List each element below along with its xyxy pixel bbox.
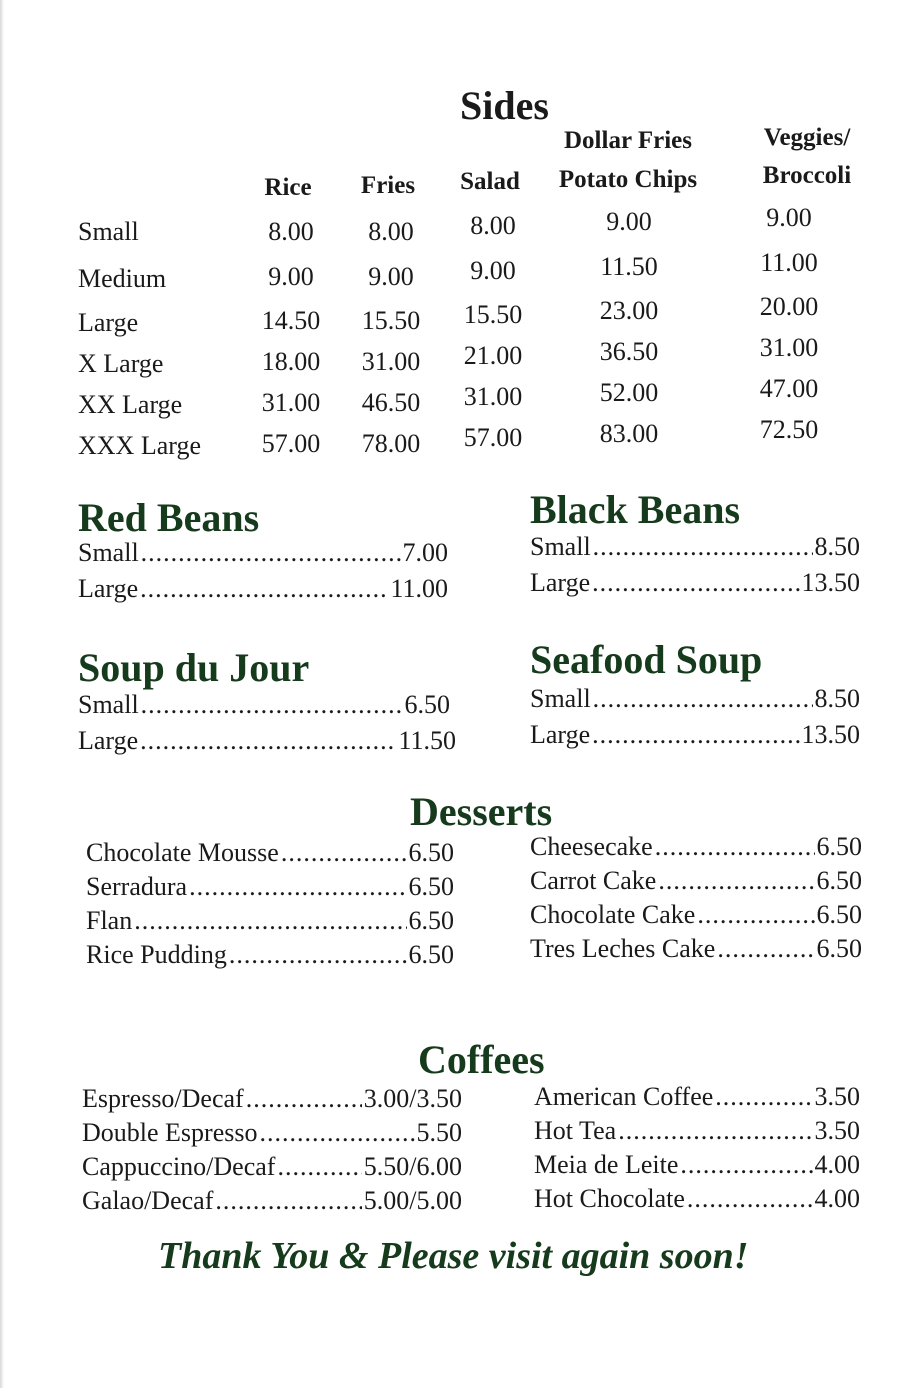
table-cell: 72.50 (759, 415, 819, 444)
page-edge-shadow (0, 0, 4, 1388)
list-item (86, 906, 454, 936)
table-cell: 31.00 (759, 333, 819, 362)
list-item (78, 690, 450, 720)
item-name: Tres Leches Cake (530, 934, 716, 963)
item-price: 3.00/3.50 (363, 1084, 462, 1113)
table-cell: 57.00 (463, 423, 523, 452)
item-price: 11.00 (390, 574, 448, 603)
size-label: XX Large (78, 390, 183, 419)
item-price: 6.50 (408, 940, 454, 969)
item-name: Large (530, 720, 591, 749)
item-name: Cappuccino/Decaf (82, 1152, 276, 1181)
list-item (82, 1186, 462, 1216)
col-header-veggies: Veggies/ (763, 124, 851, 151)
list-item (534, 1184, 860, 1214)
list-item (530, 934, 862, 964)
list-item (530, 900, 862, 930)
item-name: Galao/Decaf (82, 1186, 214, 1215)
list-item (78, 574, 448, 604)
table-cell: 8.00 (368, 217, 414, 246)
table-cell: 36.50 (599, 337, 659, 366)
list-item (78, 726, 456, 756)
item-price: 6.50 (404, 690, 450, 719)
table-cell: 18.00 (261, 347, 321, 376)
item-price: 5.50 (416, 1118, 462, 1147)
item-name: Chocolate Mousse (86, 838, 279, 867)
table-cell: 9.00 (606, 207, 652, 236)
table-cell: 11.50 (600, 252, 658, 281)
table-cell: 9.00 (470, 256, 516, 285)
soup-du-jour-title: Soup du Jour (78, 645, 310, 690)
table-cell: 9.00 (766, 203, 812, 232)
item-name: Carrot Cake (530, 866, 657, 895)
item-price: 7.00 (402, 538, 448, 567)
table-cell: 78.00 (361, 429, 421, 458)
list-item (82, 1084, 462, 1114)
list-item (78, 538, 448, 568)
item-name: Large (78, 574, 139, 603)
list-item (530, 832, 862, 862)
table-cell: 31.00 (261, 388, 321, 417)
item-price: 13.50 (801, 568, 860, 597)
item-name: Serradura (86, 872, 188, 901)
table-cell: 15.50 (463, 300, 523, 329)
seafood-soup-title: Seafood Soup (530, 637, 763, 682)
table-cell: 11.00 (760, 248, 818, 277)
table-cell: 8.00 (268, 217, 314, 246)
list-item (86, 838, 454, 868)
coffees-title: Coffees (418, 1037, 545, 1082)
table-cell: 14.50 (261, 306, 321, 335)
item-name: Small (530, 532, 591, 561)
item-price: 6.50 (408, 872, 454, 901)
size-label: Small (78, 217, 139, 246)
table-cell: 15.50 (361, 306, 421, 335)
col-header-rice: Rice (264, 174, 312, 201)
item-name: Large (78, 726, 139, 755)
item-name: Double Espresso (82, 1118, 258, 1147)
table-cell: 52.00 (599, 378, 659, 407)
desserts-title: Desserts (410, 789, 553, 834)
item-name: Large (530, 568, 591, 597)
size-label: X Large (78, 349, 164, 378)
sides-title: Sides (460, 83, 549, 128)
thank-you-message: Thank You & Please visit again soon! (158, 1235, 749, 1277)
item-name: Small (530, 684, 591, 713)
red-beans-title: Red Beans (78, 495, 260, 540)
list-item (86, 940, 454, 970)
item-price: 8.50 (814, 684, 860, 713)
col-header-dollar-fries: Dollar Fries (564, 127, 692, 154)
col-header-broccoli: Broccoli (762, 162, 852, 189)
item-price: 5.00/5.00 (363, 1186, 462, 1215)
item-price: 6.50 (816, 934, 862, 963)
item-price: 11.50 (398, 726, 456, 755)
table-cell: 31.00 (463, 382, 523, 411)
col-header-potato-chips: Potato Chips (558, 166, 698, 193)
item-name: Meia de Leite (534, 1150, 679, 1179)
item-price: 6.50 (408, 906, 454, 935)
item-price: 4.00 (814, 1184, 860, 1213)
col-header-fries: Fries (360, 172, 416, 199)
table-cell: 20.00 (759, 292, 819, 321)
item-name: Hot Chocolate (534, 1184, 685, 1213)
item-price: 6.50 (816, 832, 862, 861)
list-item (530, 720, 860, 750)
table-cell: 83.00 (599, 419, 659, 448)
table-cell: 9.00 (368, 262, 414, 291)
size-label: XXX Large (78, 431, 201, 460)
list-item (530, 532, 860, 562)
item-name: Espresso/Decaf (82, 1084, 244, 1113)
item-name: American Coffee (534, 1082, 714, 1111)
table-cell: 9.00 (268, 262, 314, 291)
list-item (82, 1118, 462, 1148)
table-cell: 46.50 (361, 388, 421, 417)
item-price: 5.50/6.00 (363, 1152, 462, 1181)
table-cell: 57.00 (261, 429, 321, 458)
list-item (86, 872, 454, 902)
col-header-salad: Salad (460, 168, 520, 195)
table-cell: 31.00 (361, 347, 421, 376)
item-price: 3.50 (814, 1116, 860, 1145)
item-name: Flan (86, 906, 133, 935)
item-price: 4.00 (814, 1150, 860, 1179)
item-price: 6.50 (816, 866, 862, 895)
list-item (530, 568, 860, 598)
table-cell: 23.00 (599, 296, 659, 325)
list-item (534, 1150, 860, 1180)
item-price: 6.50 (816, 900, 862, 929)
item-name: Small (78, 538, 139, 567)
item-price: 6.50 (408, 838, 454, 867)
black-beans-title: Black Beans (530, 487, 741, 532)
item-name: Small (78, 690, 139, 719)
item-name: Hot Tea (534, 1116, 617, 1145)
table-cell: 47.00 (759, 374, 819, 403)
list-item (82, 1152, 462, 1182)
item-price: 13.50 (801, 720, 860, 749)
table-cell: 8.00 (470, 211, 516, 240)
list-item (534, 1116, 860, 1146)
list-item (530, 684, 860, 714)
item-name: Cheesecake (530, 832, 653, 861)
item-price: 8.50 (814, 532, 860, 561)
item-price: 3.50 (814, 1082, 860, 1111)
list-item (534, 1082, 860, 1112)
size-label: Medium (78, 264, 167, 293)
item-name: Chocolate Cake (530, 900, 696, 929)
item-name: Rice Pudding (86, 940, 227, 969)
list-item (530, 866, 862, 896)
size-label: Large (78, 308, 139, 337)
table-cell: 21.00 (463, 341, 523, 370)
